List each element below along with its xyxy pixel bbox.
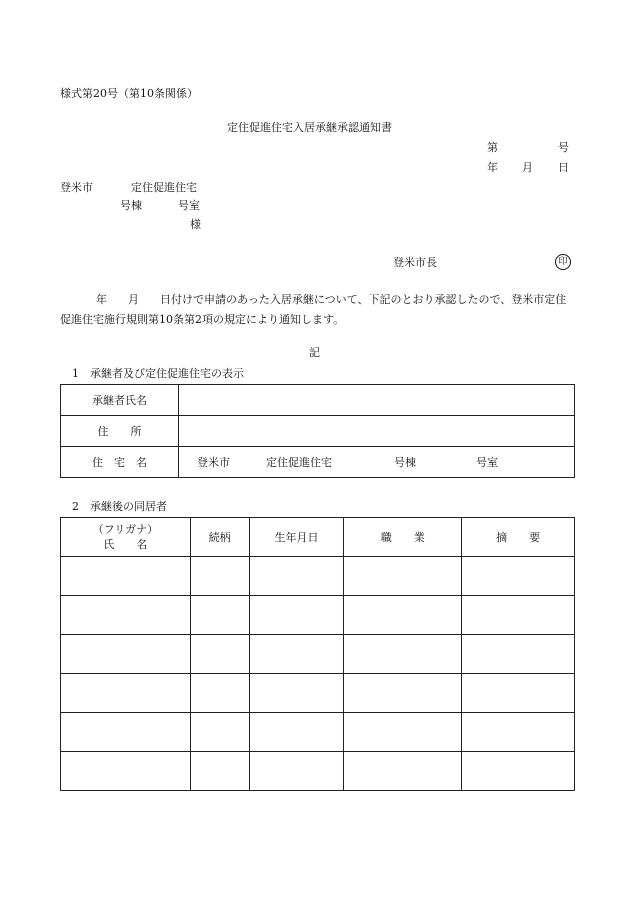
section1-heading: 1 承継者及び定住促進住宅の表示 — [72, 367, 244, 380]
table-row — [61, 447, 575, 478]
document-title: 定住促進住宅入居承継承認通知書 — [227, 121, 392, 134]
housing-name-label: 住 宅 名 — [61, 447, 179, 478]
table-row — [61, 416, 575, 447]
section2-heading: 2 承継後の同居者 — [72, 500, 167, 513]
cell-name[interactable] — [61, 557, 191, 596]
cell-remarks[interactable] — [462, 674, 575, 713]
seal-mark: 印 — [555, 254, 571, 270]
table-row — [61, 674, 575, 713]
cell-relationship[interactable] — [190, 596, 249, 635]
cell-occupation[interactable] — [344, 635, 462, 674]
cell-relationship[interactable] — [190, 713, 249, 752]
table-row — [61, 596, 575, 635]
housing-name: 定住促進住宅 — [266, 456, 332, 469]
address-label: 住 所 — [61, 416, 179, 447]
cell-relationship[interactable] — [190, 557, 249, 596]
doc-number-prefix: 第 — [487, 141, 498, 154]
recipient-city: 登米市 — [60, 181, 93, 194]
cell-birthdate[interactable] — [249, 674, 344, 713]
cell-name[interactable] — [61, 713, 191, 752]
housing-building: 号棟 — [394, 456, 416, 469]
table-row — [61, 385, 575, 416]
doc-number-suffix: 号 — [558, 141, 569, 154]
cell-occupation[interactable] — [344, 596, 462, 635]
issuer-name: 登米市長 — [393, 256, 437, 269]
body-year: 年 — [96, 293, 107, 306]
cell-remarks[interactable] — [462, 557, 575, 596]
recipient-housing: 定住促進住宅 — [131, 181, 197, 194]
table-row — [61, 752, 575, 791]
cell-birthdate[interactable] — [249, 635, 344, 674]
recipient-building: 号棟 — [120, 199, 142, 212]
cell-birthdate[interactable] — [249, 596, 344, 635]
cell-relationship[interactable] — [190, 752, 249, 791]
occupation-header: 職 業 — [344, 518, 462, 557]
cell-name[interactable] — [61, 674, 191, 713]
cell-birthdate[interactable] — [249, 752, 344, 791]
table-row — [61, 635, 575, 674]
recipient-honorific: 様 — [190, 218, 201, 231]
cell-occupation[interactable] — [344, 752, 462, 791]
cohabitant-table — [60, 517, 575, 791]
table-row — [61, 557, 575, 596]
cell-name[interactable] — [61, 596, 191, 635]
full-name-header: 氏 名 — [103, 538, 148, 551]
date-month: 月 — [522, 161, 533, 174]
cell-name[interactable] — [61, 635, 191, 674]
birthdate-header: 生年月日 — [249, 518, 344, 557]
table-header-row — [61, 518, 575, 557]
cell-remarks[interactable] — [462, 635, 575, 674]
name-header — [61, 518, 191, 557]
cell-birthdate[interactable] — [249, 557, 344, 596]
relationship-header: 続柄 — [190, 518, 249, 557]
cell-remarks[interactable] — [462, 713, 575, 752]
cell-remarks[interactable] — [462, 752, 575, 791]
housing-name-value[interactable] — [179, 447, 575, 478]
date-day: 日 — [558, 161, 569, 174]
body-text: 日付けで申請のあった入居承継について、下記のとおり承認したので、登米市定住促進住宅施行規則第10条第2項の規定により通知します。 — [60, 293, 567, 326]
form-number: 様式第20号（第10条関係） — [60, 87, 198, 100]
cell-remarks[interactable] — [462, 596, 575, 635]
ki-heading: 記 — [309, 346, 320, 359]
cell-name[interactable] — [61, 752, 191, 791]
cell-birthdate[interactable] — [249, 713, 344, 752]
date-year: 年 — [487, 161, 498, 174]
body-paragraph — [60, 290, 576, 330]
recipient-room: 号室 — [178, 199, 200, 212]
body-month: 月 — [128, 293, 139, 306]
housing-city: 登米市 — [197, 456, 230, 469]
cell-occupation[interactable] — [344, 557, 462, 596]
successor-name-label: 承継者氏名 — [61, 385, 179, 416]
cell-relationship[interactable] — [190, 635, 249, 674]
cell-occupation[interactable] — [344, 674, 462, 713]
cell-relationship[interactable] — [190, 674, 249, 713]
housing-room: 号室 — [476, 456, 498, 469]
address-value[interactable] — [179, 416, 575, 447]
successor-name-value[interactable] — [179, 385, 575, 416]
successor-table — [60, 384, 575, 478]
table-row — [61, 713, 575, 752]
cell-occupation[interactable] — [344, 713, 462, 752]
furigana-header: （フリガナ） — [92, 523, 159, 536]
remarks-header: 摘 要 — [462, 518, 575, 557]
